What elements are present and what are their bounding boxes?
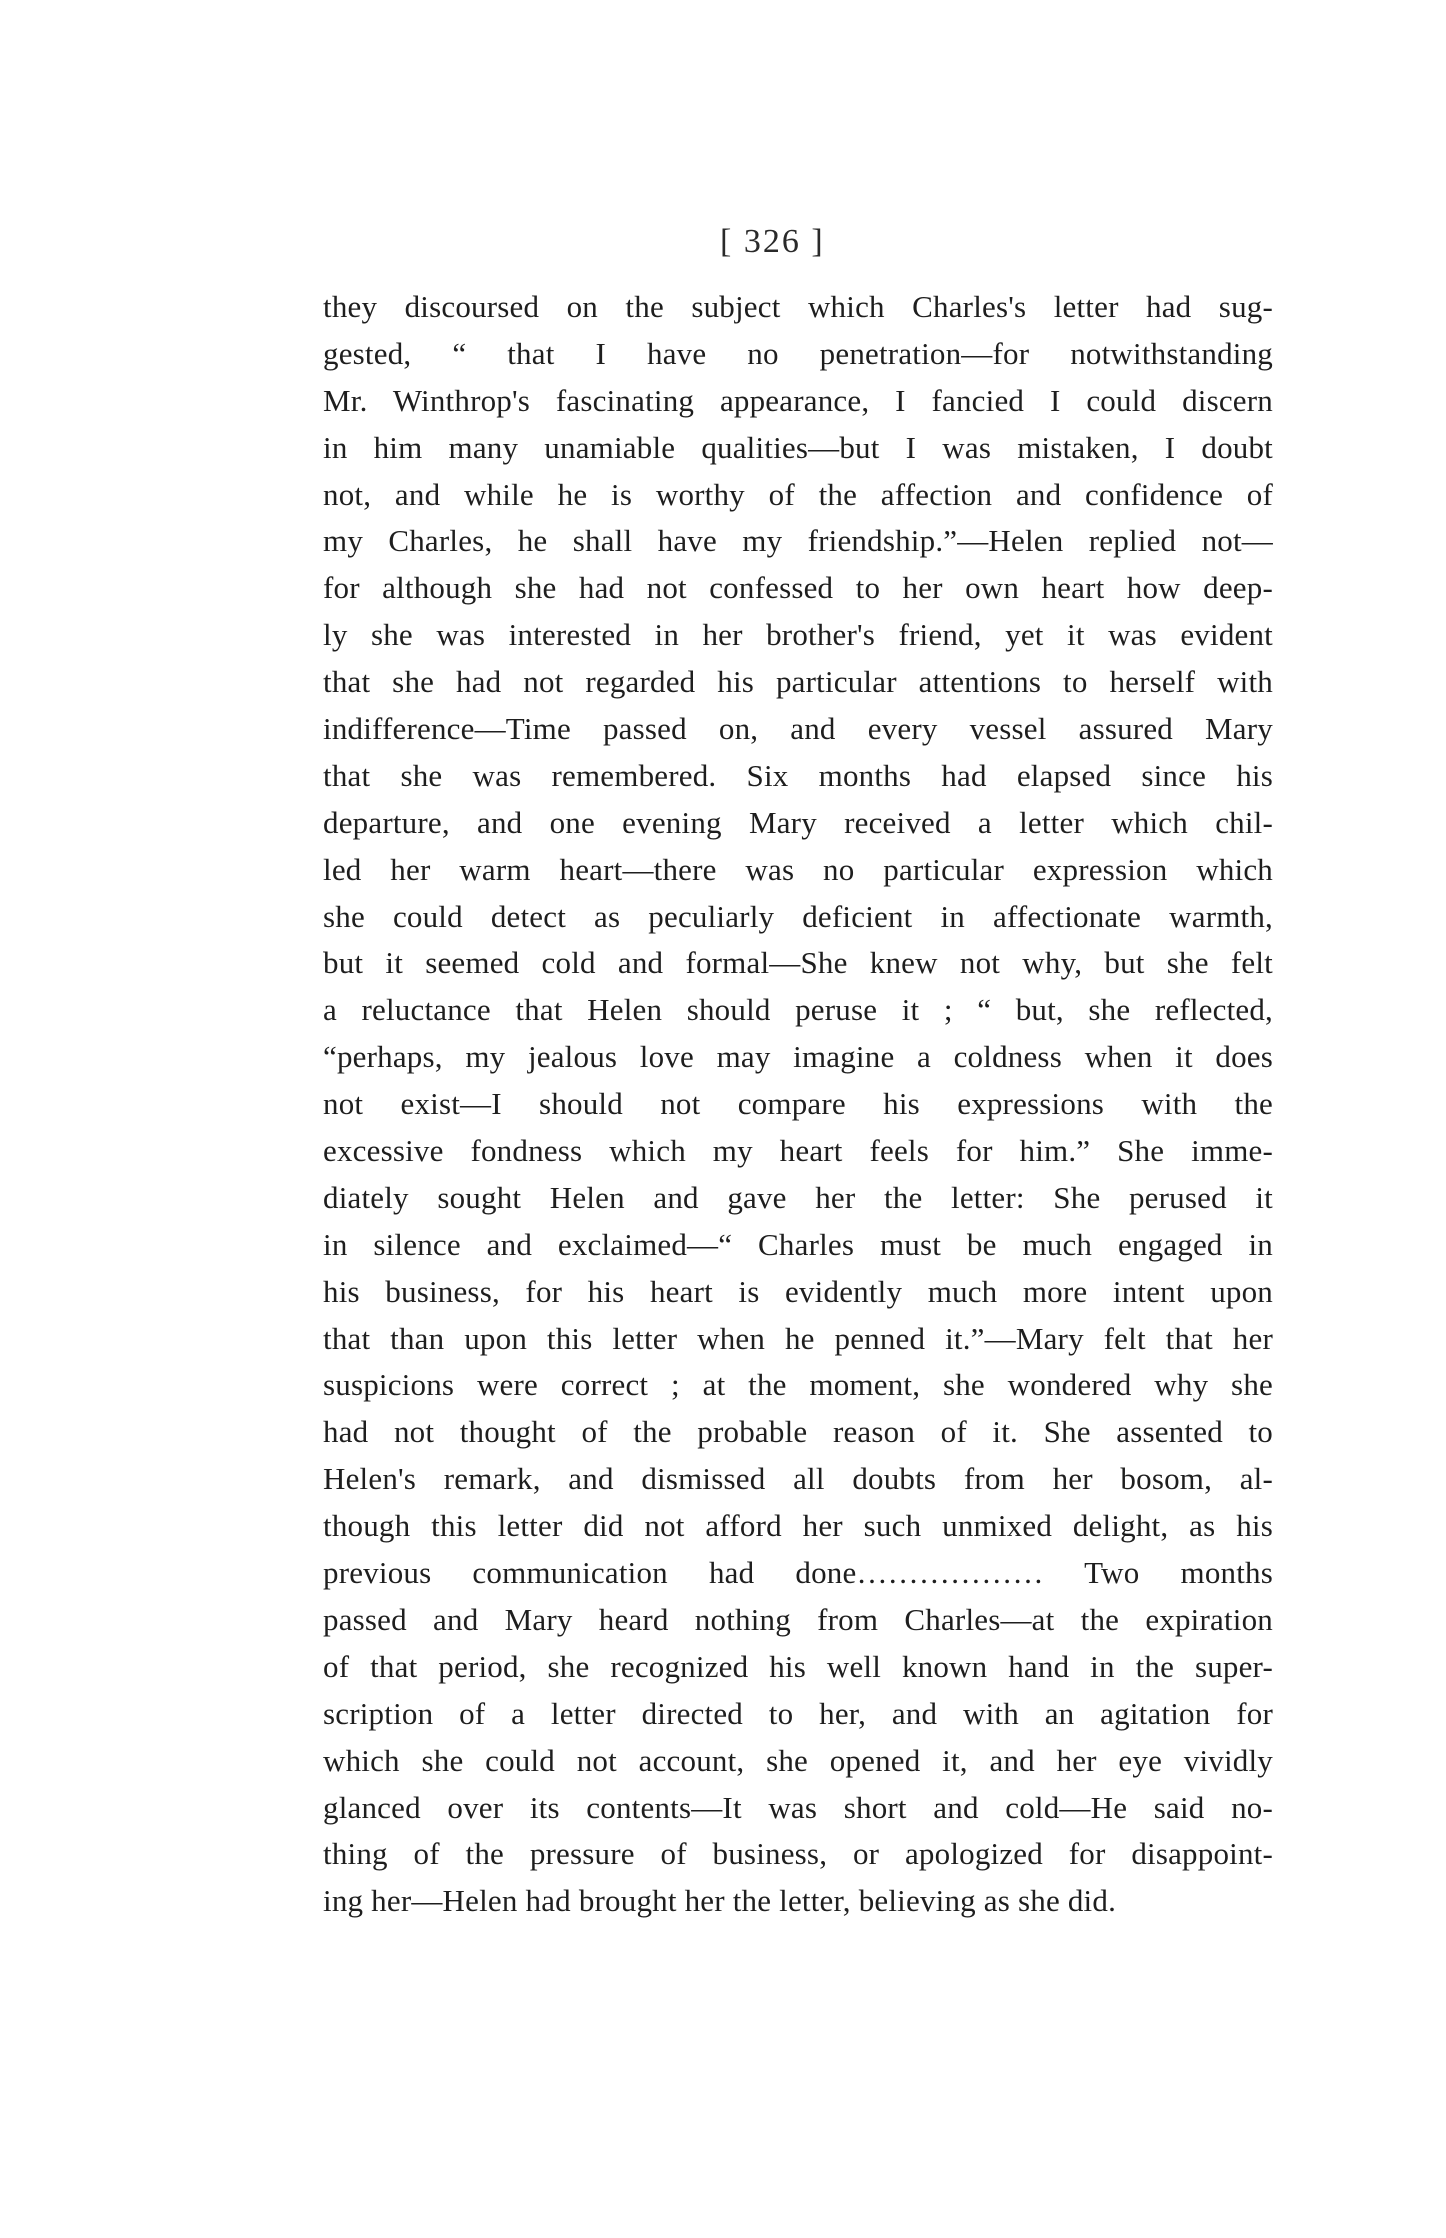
text-line: that she had not regarded his particular attentions to herself with — [323, 664, 1273, 700]
text-line: thing of the pressure of business, or apologized for disappoint- — [323, 1836, 1273, 1872]
text-line: in silence and exclaimed—“ Charles must be much engaged in — [323, 1226, 1273, 1262]
text-line: “perhaps, my jealous love may imagine a coldness when it does — [323, 1039, 1273, 1075]
text-line: in him many unamiable qualities—but I was mistaken, I doubt — [323, 429, 1273, 465]
text-line: that than upon this letter when he penned it.”—Mary felt that her — [323, 1320, 1273, 1356]
text-line: they discoursed on the subject which Charles's letter had sug- — [323, 289, 1273, 324]
text-line: not exist—I should not compare his expressions with the — [323, 1086, 1273, 1122]
text-line: though this letter did not afford her such unmixed delight, as his — [323, 1508, 1273, 1544]
text-line: Mr. Winthrop's fascinating appearance, I fancied I could discern — [323, 382, 1273, 418]
text-line: ly she was interested in her brother's friend, yet it was evident — [323, 617, 1273, 653]
text-line: diately sought Helen and gave her the letter: She perused it — [323, 1179, 1273, 1215]
text-line: Helen's remark, and dismissed all doubts from her bosom, al- — [323, 1461, 1273, 1497]
text-line: indifference—Time passed on, and every vessel assured Mary — [323, 711, 1273, 747]
text-line: not, and while he is worthy of the affection and confidence of — [323, 476, 1273, 512]
text-line: she could detect as peculiarly deficient in affectionate warmth, — [323, 898, 1273, 934]
text-line: that she was remembered. Six months had elapsed since his — [323, 757, 1273, 793]
body-text — [323, 284, 1273, 1925]
text-line: led her warm heart—there was no particular expression which — [323, 851, 1273, 887]
text-line: of that period, she recognized his well known hand in the super- — [323, 1648, 1273, 1684]
text-line: scription of a letter directed to her, and with an agitation for — [323, 1695, 1273, 1731]
text-line: suspicions were correct ; at the moment, she wondered why she — [323, 1367, 1273, 1403]
text-line: departure, and one evening Mary received a letter which chil- — [323, 804, 1273, 840]
text-line: my Charles, he shall have my friendship.”—Helen replied not— — [323, 523, 1273, 559]
text-line: for although she had not confessed to her own heart how deep- — [323, 570, 1273, 606]
text-line: which she could not account, she opened it, and her eye vividly — [323, 1742, 1273, 1778]
page-number: [ 326 ] — [720, 223, 825, 260]
text-line: had not thought of the probable reason of it. She assented to — [323, 1414, 1273, 1450]
text-line: excessive fondness which my heart feels for him.” She imme- — [323, 1133, 1273, 1169]
text-line: but it seemed cold and formal—She knew not why, but she felt — [323, 945, 1273, 981]
text-line: previous communication had done……………… Two months — [323, 1555, 1273, 1591]
text-line: his business, for his heart is evidently much more intent upon — [323, 1273, 1273, 1309]
text-line: gested, “ that I have no penetration—for notwithstanding — [323, 335, 1273, 371]
text-line: glanced over its contents—It was short and cold—He said no- — [323, 1789, 1273, 1825]
text-line: passed and Mary heard nothing from Charles—at the expiration — [323, 1601, 1273, 1637]
text-line: ing her—Helen had brought her the letter, believing as she did. — [323, 1883, 1117, 1919]
text-line: a reluctance that Helen should peruse it ; “ but, she reflected, — [323, 992, 1273, 1028]
